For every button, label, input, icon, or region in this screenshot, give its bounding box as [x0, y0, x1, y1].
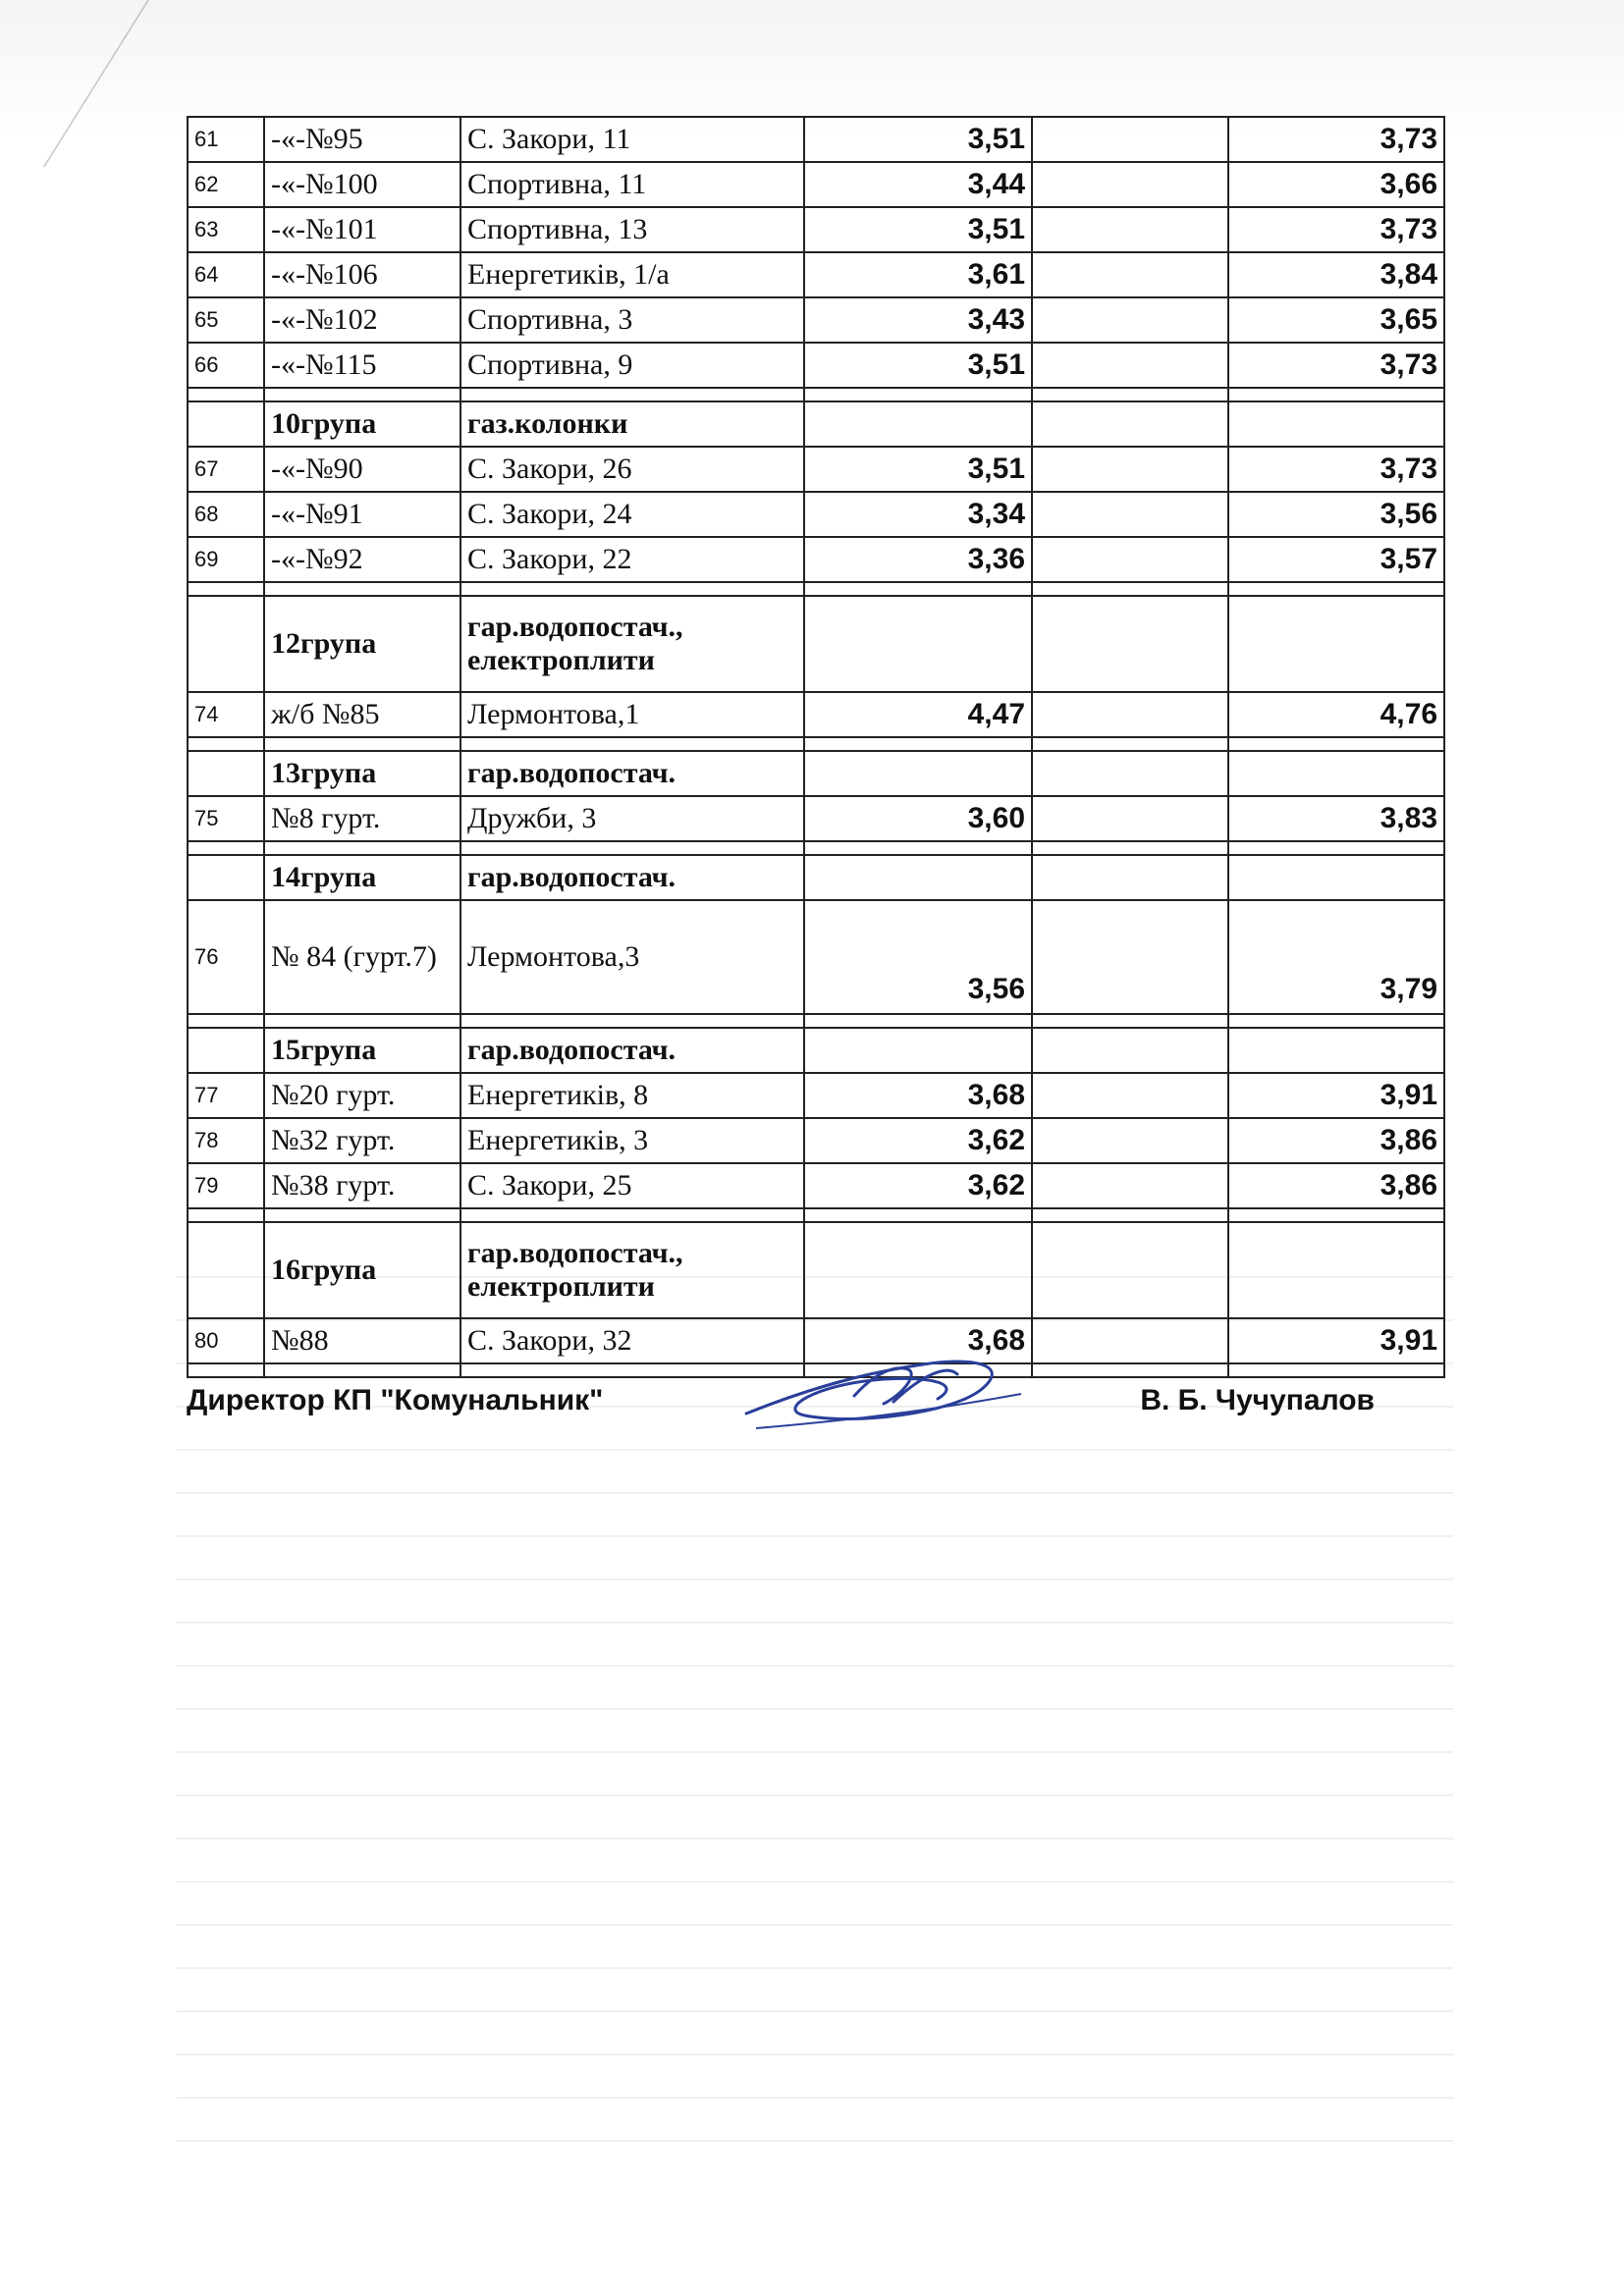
spacer-cell — [1228, 1208, 1444, 1222]
tariff-total: 3,91 — [1228, 1073, 1444, 1118]
tariff-base: 3,56 — [804, 900, 1032, 1014]
row-number: 68 — [188, 492, 264, 537]
row-number: 79 — [188, 1163, 264, 1208]
tariff-total: 3,73 — [1228, 207, 1444, 252]
spacer-cell — [460, 1208, 804, 1222]
tariff-value-cell — [1228, 401, 1444, 447]
tariff-value-cell — [1228, 1222, 1444, 1318]
coefficient-cell — [1032, 252, 1228, 297]
spacer-cell — [1032, 1208, 1228, 1222]
house-number: -«-№92 — [264, 537, 460, 582]
coefficient-cell — [1032, 447, 1228, 492]
spacer-cell — [264, 582, 460, 596]
street-address: Лермонтова,3 — [460, 900, 804, 1014]
coefficient-cell — [1032, 537, 1228, 582]
table-row — [188, 1118, 1444, 1163]
row-number: 66 — [188, 343, 264, 388]
tariff-base: 3,62 — [804, 1118, 1032, 1163]
tariff-base: 3,68 — [804, 1073, 1032, 1118]
coefficient-cell — [1032, 692, 1228, 737]
spacer-cell — [188, 388, 264, 401]
tariff-base: 3,44 — [804, 162, 1032, 207]
tariff-base: 3,34 — [804, 492, 1032, 537]
table-row — [188, 117, 1444, 162]
street-address: С. Закори, 25 — [460, 1163, 804, 1208]
house-number: №32 гурт. — [264, 1118, 460, 1163]
coefficient-cell — [1032, 207, 1228, 252]
coefficient-cell — [1032, 117, 1228, 162]
coefficient-cell — [1032, 1318, 1228, 1363]
row-number: 74 — [188, 692, 264, 737]
group-row — [188, 855, 1444, 900]
tariff-base: 3,68 — [804, 1318, 1032, 1363]
group-label: 15група — [264, 1028, 460, 1073]
coefficient-cell — [1032, 297, 1228, 343]
house-number: №88 — [264, 1318, 460, 1363]
row-number: 78 — [188, 1118, 264, 1163]
street-address: С. Закори, 22 — [460, 537, 804, 582]
tariff-value-cell — [804, 401, 1032, 447]
row-number-cell — [188, 855, 264, 900]
group-row — [188, 751, 1444, 796]
tariff-total: 3,65 — [1228, 297, 1444, 343]
spacer-cell — [1228, 841, 1444, 855]
row-number-cell — [188, 596, 264, 692]
coefficient-cell — [1032, 900, 1228, 1014]
coefficient-cell — [1032, 162, 1228, 207]
tariff-base: 3,60 — [804, 796, 1032, 841]
table-row — [188, 207, 1444, 252]
street-address: С. Закори, 32 — [460, 1318, 804, 1363]
group-row — [188, 596, 1444, 692]
row-number: 65 — [188, 297, 264, 343]
tariff-value-cell — [1228, 751, 1444, 796]
group-row — [188, 1028, 1444, 1073]
row-number-cell — [188, 1028, 264, 1073]
tariff-total: 3,73 — [1228, 343, 1444, 388]
spacer-cell — [1228, 737, 1444, 751]
spacer-cell — [804, 737, 1032, 751]
tariff-base: 3,43 — [804, 297, 1032, 343]
spacer-cell — [188, 582, 264, 596]
table-row — [188, 252, 1444, 297]
tariff-base: 3,62 — [804, 1163, 1032, 1208]
row-number: 76 — [188, 900, 264, 1014]
handwritten-signature — [736, 1335, 1031, 1443]
table-row — [188, 162, 1444, 207]
spacer-cell — [188, 1208, 264, 1222]
house-number: №8 гурт. — [264, 796, 460, 841]
spacer-row — [188, 582, 1444, 596]
tariff-base: 3,51 — [804, 343, 1032, 388]
coefficient-cell — [1032, 751, 1228, 796]
director-name: В. Б. Чучупалов — [1140, 1384, 1375, 1416]
director-title: Директор КП "Комунальник" — [187, 1384, 604, 1416]
house-number: № 84 (гурт.7) — [264, 900, 460, 1014]
row-number: 67 — [188, 447, 264, 492]
tariff-total: 3,86 — [1228, 1118, 1444, 1163]
tariff-base: 3,51 — [804, 447, 1032, 492]
row-number: 64 — [188, 252, 264, 297]
table-row — [188, 343, 1444, 388]
table-row — [188, 1163, 1444, 1208]
spacer-row — [188, 737, 1444, 751]
spacer-cell — [460, 841, 804, 855]
street-address: Енергетиків, 8 — [460, 1073, 804, 1118]
spacer-cell — [804, 388, 1032, 401]
group-row — [188, 401, 1444, 447]
group-label: 12група — [264, 596, 460, 692]
tariff-base: 3,51 — [804, 117, 1032, 162]
table-row — [188, 692, 1444, 737]
tariff-total: 3,86 — [1228, 1163, 1444, 1208]
tariff-value-cell — [804, 751, 1032, 796]
street-address: Спортивна, 3 — [460, 297, 804, 343]
spacer-row — [188, 1014, 1444, 1028]
tariff-total: 3,66 — [1228, 162, 1444, 207]
house-number: №38 гурт. — [264, 1163, 460, 1208]
spacer-row — [188, 841, 1444, 855]
row-number: 77 — [188, 1073, 264, 1118]
spacer-cell — [804, 841, 1032, 855]
tariff-table-body — [188, 117, 1444, 1377]
row-number: 63 — [188, 207, 264, 252]
row-number-cell — [188, 1222, 264, 1318]
spacer-cell — [264, 841, 460, 855]
tariff-total: 3,83 — [1228, 796, 1444, 841]
signature-block — [187, 1374, 1443, 1453]
spacer-cell — [1032, 582, 1228, 596]
street-address: Спортивна, 9 — [460, 343, 804, 388]
spacer-row — [188, 388, 1444, 401]
coefficient-cell — [1032, 1222, 1228, 1318]
house-number: №20 гурт. — [264, 1073, 460, 1118]
group-row — [188, 1222, 1444, 1318]
tariff-value-cell — [804, 855, 1032, 900]
house-number: -«-№102 — [264, 297, 460, 343]
group-description: газ.колонки — [460, 401, 804, 447]
tariff-total: 3,73 — [1228, 447, 1444, 492]
spacer-cell — [264, 1014, 460, 1028]
spacer-cell — [460, 388, 804, 401]
tariff-value-cell — [1228, 596, 1444, 692]
table-row — [188, 900, 1444, 1014]
spacer-cell — [460, 582, 804, 596]
tariff-total: 3,84 — [1228, 252, 1444, 297]
spacer-cell — [804, 582, 1032, 596]
house-number: ж/б №85 — [264, 692, 460, 737]
spacer-cell — [804, 1014, 1032, 1028]
spacer-cell — [188, 1014, 264, 1028]
tariff-total: 3,79 — [1228, 900, 1444, 1014]
group-description: гар.водопостач. — [460, 1028, 804, 1073]
row-number: 61 — [188, 117, 264, 162]
tariff-value-cell — [1228, 1028, 1444, 1073]
group-label: 10група — [264, 401, 460, 447]
house-number: -«-№115 — [264, 343, 460, 388]
tariff-value-cell — [804, 1028, 1032, 1073]
table-row — [188, 297, 1444, 343]
spacer-cell — [460, 1014, 804, 1028]
tariff-base: 4,47 — [804, 692, 1032, 737]
coefficient-cell — [1032, 855, 1228, 900]
table-row — [188, 537, 1444, 582]
table-row — [188, 492, 1444, 537]
spacer-cell — [264, 1208, 460, 1222]
spacer-cell — [264, 388, 460, 401]
coefficient-cell — [1032, 1163, 1228, 1208]
spacer-cell — [1032, 737, 1228, 751]
group-label: 13група — [264, 751, 460, 796]
row-number: 80 — [188, 1318, 264, 1363]
street-address: Спортивна, 13 — [460, 207, 804, 252]
tariff-total: 4,76 — [1228, 692, 1444, 737]
street-address: Спортивна, 11 — [460, 162, 804, 207]
spacer-cell — [1228, 582, 1444, 596]
house-number: -«-№91 — [264, 492, 460, 537]
row-number: 69 — [188, 537, 264, 582]
tariff-value-cell — [1228, 855, 1444, 900]
house-number: -«-№106 — [264, 252, 460, 297]
spacer-cell — [1228, 1014, 1444, 1028]
spacer-cell — [1032, 388, 1228, 401]
coefficient-cell — [1032, 343, 1228, 388]
spacer-cell — [804, 1208, 1032, 1222]
coefficient-cell — [1032, 596, 1228, 692]
coefficient-cell — [1032, 401, 1228, 447]
tariff-total: 3,57 — [1228, 537, 1444, 582]
row-number-cell — [188, 401, 264, 447]
table-row — [188, 796, 1444, 841]
coefficient-cell — [1032, 1028, 1228, 1073]
street-address: С. Закори, 26 — [460, 447, 804, 492]
street-address: С. Закори, 11 — [460, 117, 804, 162]
tariff-total: 3,73 — [1228, 117, 1444, 162]
tariff-total: 3,56 — [1228, 492, 1444, 537]
coefficient-cell — [1032, 1073, 1228, 1118]
tariff-base: 3,51 — [804, 207, 1032, 252]
spacer-cell — [188, 737, 264, 751]
spacer-cell — [460, 737, 804, 751]
group-description: гар.водопостач. — [460, 855, 804, 900]
row-number: 75 — [188, 796, 264, 841]
house-number: -«-№100 — [264, 162, 460, 207]
row-number: 62 — [188, 162, 264, 207]
spacer-cell — [188, 841, 264, 855]
table-row — [188, 1073, 1444, 1118]
coefficient-cell — [1032, 492, 1228, 537]
tariff-total: 3,91 — [1228, 1318, 1444, 1363]
tariff-base: 3,61 — [804, 252, 1032, 297]
street-address: Енергетиків, 3 — [460, 1118, 804, 1163]
tariff-value-cell — [804, 1222, 1032, 1318]
group-description: гар.водопостач. — [460, 751, 804, 796]
spacer-cell — [1228, 388, 1444, 401]
group-description: гар.водопостач., електроплити — [460, 596, 804, 692]
table-row — [188, 447, 1444, 492]
spacer-row — [188, 1208, 1444, 1222]
spacer-cell — [264, 737, 460, 751]
tariff-value-cell — [804, 596, 1032, 692]
tariff-base: 3,36 — [804, 537, 1032, 582]
spacer-cell — [1032, 841, 1228, 855]
tariff-table — [187, 116, 1445, 1378]
row-number-cell — [188, 751, 264, 796]
spacer-cell — [1032, 1014, 1228, 1028]
coefficient-cell — [1032, 796, 1228, 841]
house-number: -«-№101 — [264, 207, 460, 252]
group-description: гар.водопостач., електроплити — [460, 1222, 804, 1318]
coefficient-cell — [1032, 1118, 1228, 1163]
street-address: Дружби, 3 — [460, 796, 804, 841]
group-label: 16група — [264, 1222, 460, 1318]
street-address: Енергетиків, 1/а — [460, 252, 804, 297]
street-address: С. Закори, 24 — [460, 492, 804, 537]
house-number: -«-№95 — [264, 117, 460, 162]
group-label: 14група — [264, 855, 460, 900]
house-number: -«-№90 — [264, 447, 460, 492]
street-address: Лермонтова,1 — [460, 692, 804, 737]
